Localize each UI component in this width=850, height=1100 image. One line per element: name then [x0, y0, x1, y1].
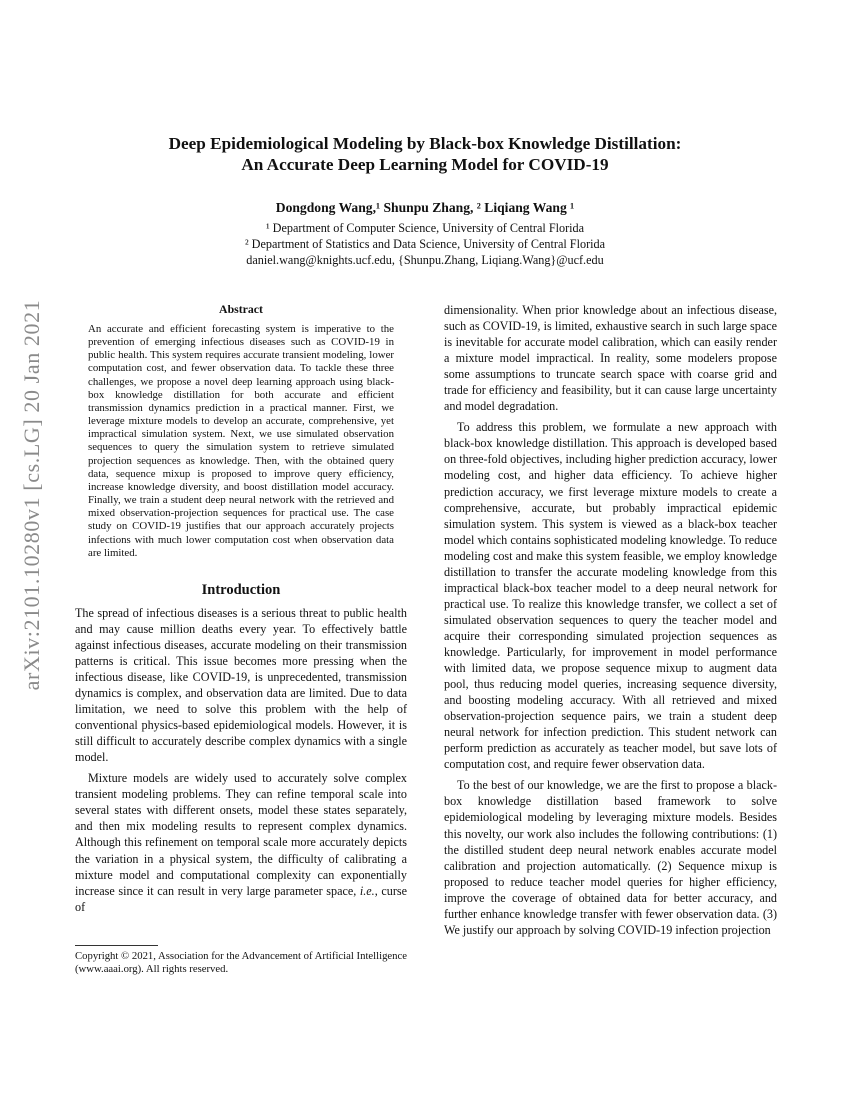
ie-italic: i.e. — [359, 883, 375, 898]
intro-paragraph-5: To the best of our knowledge, we are the first to propose a black-box knowledge distillation based framework to solve epidemiological modeling by leveraging mixture models. Besides this novelty, our work also includes the following contributions: (1) the distilled student deep neural network enables accurate model calibration and projection automatically. (2) Sequence mixup is proposed to reduce teacher model queries for higher efficiency, improve the coverage of obtained data for better accuracy, and further enhance knowledge transfer with fewer observation data. (3) We justify our approach by solving COVID-19 infection projection — [444, 778, 777, 937]
abstract-body: An accurate and efficient forecasting system is imperative to the prevention of emerging infectious diseases such as COVID-19 in public health. This system requires accurate transient modeling, lower computation cost, and fewer observation data. To tackle these three challenges, we propose a novel deep learning approach using black-box knowledge distillation for both accurate and efficient transmission dynamics prediction in a practical manner. First, we leverage mixture models to develop an accurate, comprehensive, yet impractical simulation system. Next, we use simulated observation sequences to query the simulation system to retrieve simulated projection sequences as knowledge. Then, with the obtained query data, sequence mixup is proposed to improve query efficiency, increase knowledge diversity, and boost distillation model accuracy. Finally, we train a student deep neural network with the retrieved and mixed observation-projection sequences for practical use. The case study on COVID-19 justifies that our approach accurately projects infections with much lower computation cost when observation data are limited. — [88, 323, 394, 559]
intro-paragraph-3: dimensionality. When prior knowledge about an infectious disease, such as COVID-19, is limited, exhaustive search in such large space is inevitable for accurate model calibration, which can easily render a mixture model impractical. In reality, some modelers propose some assumptions to truncate search space with coarse grid and trade for efficiency and feasibility, but it can cause large uncertainty and model degradation. — [444, 303, 777, 414]
copyright-footnote: Copyright © 2021, Association for the Advancement of Artificial Intelligence (www.aaai.org). All rights reserved. — [75, 950, 407, 975]
title-line-2: An Accurate Deep Learning Model for COVID-19 — [241, 155, 609, 174]
right-column — [444, 302, 777, 938]
abstract-heading: Abstract — [219, 302, 263, 316]
intro-paragraph-2 — [75, 770, 407, 914]
affiliation-1: ¹ Department of Computer Science, University of Central Florida — [265, 221, 585, 235]
title-line-1: Deep Epidemiological Modeling by Black-box Knowledge Distillation: — [168, 134, 682, 153]
intro-paragraph-4: To address this problem, we formulate a new approach with black-box knowledge distillation. This approach is developed based on three-fold objectives, including higher prediction accuracy, lower modeling cost, and higher data efficiency. To achieve higher prediction accuracy, we first leverage mixture models to create a comprehensive, accurate, but probably impractical epidemic simulation system. This system is viewed as a black-box teacher model which contains sophisticated modeling knowledge. To reduce modeling cost and make this system feasible, we employ knowledge distillation to transfer the accurate modeling knowledge from this impractical black-box teacher model to a deep neural network for practical use. To realize this knowledge transfer, we collect a set of simulated observation sequences to query the teacher model and acquire their corresponding simulated projection sequences as knowledge. Particularly, for improvement in model performance with limited data, we propose sequence mixup to augment data pool, thus reducing model queries, increasing sequence diversity, and boosting modeling accuracy. With all retrieved and mixed observation-projection sequence pairs, we train a student deep neural network for infection prediction. This student network can perform prediction as accurately as teacher model, but save lots of computation cost, and require fewer observation data. — [444, 420, 777, 772]
intro-paragraph-2-text: Mixture models are widely used to accurately solve complex transient modeling problems. They can refine temporal scale into several states with different onsets, model these states separately, and then mix modeling results to represent complex dynamics. Although this refinement on temporal scale more accurately depicts the variation in a physical system, the difficulty of calibrating a mixture model and computational complexity can exponentially increase since it can result in very large parameter space, — [75, 771, 407, 898]
author-list: Dongdong Wang,¹ Shunpu Zhang, ² Liqiang Wang ¹ — [275, 200, 575, 215]
paper-title — [60, 133, 790, 175]
author-emails: daniel.wang@knights.ucf.edu, {Shunpu.Zhang, Liqiang.Wang}@ucf.edu — [246, 253, 604, 267]
arxiv-identifier: arXiv:2101.10280v1 [cs.LG] 20 Jan 2021 — [19, 299, 44, 691]
arxiv-sidebar — [6, 299, 58, 691]
left-column — [75, 302, 407, 915]
introduction-heading: Introduction — [201, 581, 281, 598]
affiliation-2: ² Department of Statistics and Data Science, University of Central Florida — [244, 237, 606, 251]
intro-paragraph-2-tail: , curse of — [75, 883, 407, 914]
affiliations — [60, 220, 790, 268]
intro-paragraph-1: The spread of infectious diseases is a serious threat to public health and may cause million deaths every year. To effectively battle against infectious diseases, accurate modeling on their transmission patterns is critical. This issue becomes more pressing when the infectious disease, like COVID-19, is unprecedented, transmission dynamics is complex, and observation data are limited. Due to data limitation, we need to solve this problem with the help of conventional physics-based epidemiological models. However, it is still difficult to accurately describe complex dynamics with a single model. — [75, 605, 407, 765]
footnote-divider — [75, 945, 158, 946]
